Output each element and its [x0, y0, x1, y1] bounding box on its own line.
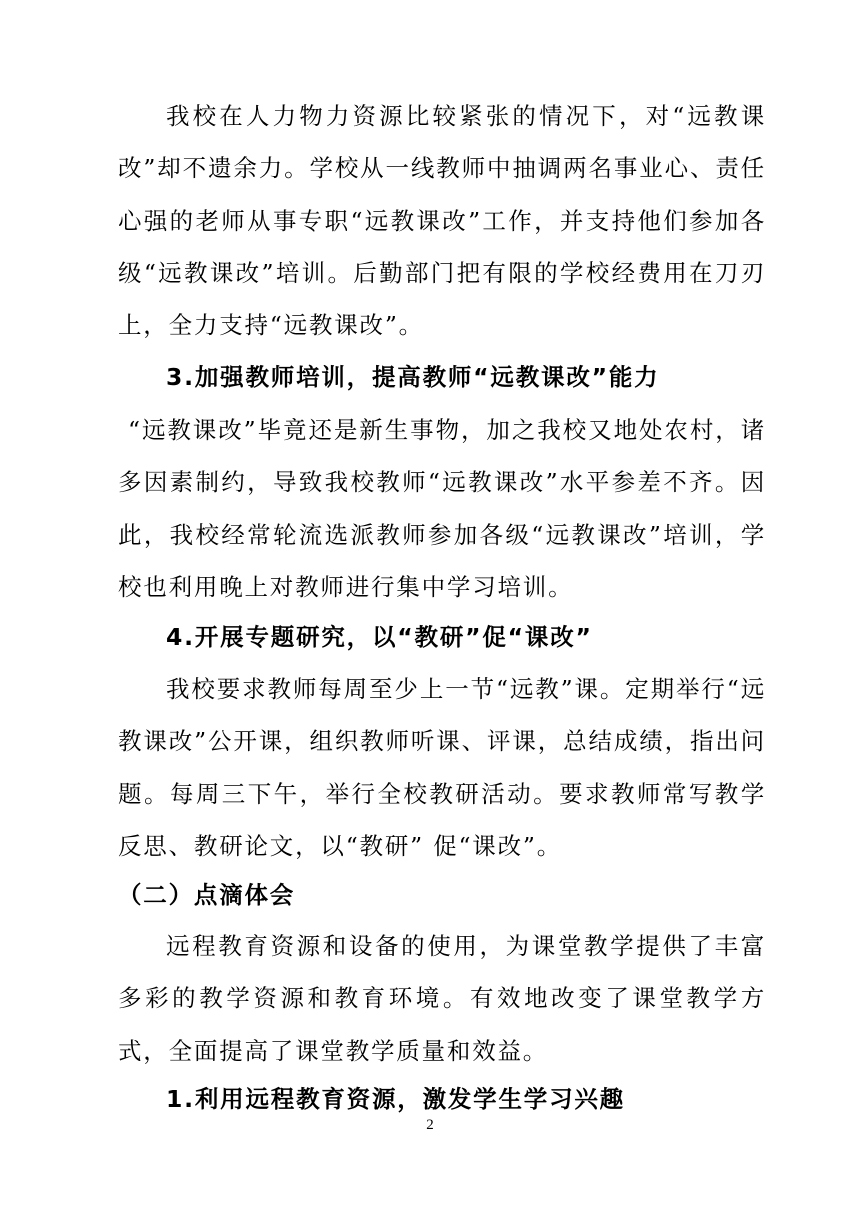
heading-interest: 1.利用远程教育资源，激发学生学习兴趣: [166, 1085, 625, 1113]
paragraph-experience: 远程教育资源和设备的使用，为课堂教学提供了丰富多彩的教学资源和教育环境。有效地改变了课堂教学方式，全面提高了课堂教学质量和效益。: [118, 932, 766, 1065]
paragraph-research: 我校要求教师每周至少上一节“远教”课。定期举行“远教课改”公开课，组织教师听课、评课，总结成绩，指出问题。每周三下午，举行全校教研活动。要求教师常写教学反思、教研论文，以“教研” 促“课改”。: [118, 675, 766, 860]
paragraph-resource-support: 我校在人力物力资源比较紧张的情况下，对“远教课改”却不遗余力。学校从一线教师中抽调两名事业心、责任心强的老师从事专职“远教课改”工作，并支持他们参加各级“远教课改”培训。后勤部门把有限的学校经费用在刀刃上，全力支持“远教课改”。: [118, 102, 766, 340]
heading-teacher-training: 3.加强教师培训，提高教师“远教课改”能力: [166, 363, 660, 391]
page-number: 2: [426, 1117, 434, 1133]
section-heading-experience: （二）点滴体会: [118, 881, 296, 909]
heading-research: 4.开展专题研究，以“教研”促“课改”: [166, 623, 593, 651]
paragraph-training: “远教课改”毕竟还是新生事物，加之我校又地处农村，诸多因素制约，导致我校教师“远教课改”水平参差不齐。因此，我校经常轮流选派教师参加各级“远教课改”培训，学校也利用晚上对教师进行集中学习培训。: [118, 416, 766, 601]
